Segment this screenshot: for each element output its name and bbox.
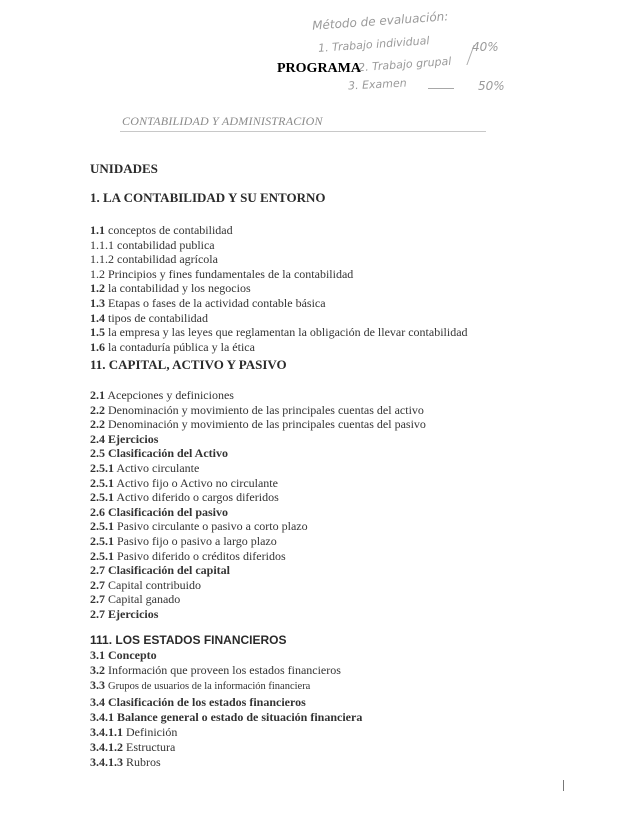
list-item: 3.3 Grupos de usuarios de la información financiera bbox=[90, 678, 311, 693]
unit-1-heading: 1. LA CONTABILIDAD Y SU ENTORNO bbox=[90, 190, 326, 205]
list-item: 2.4 Ejercicios bbox=[90, 431, 159, 446]
list-item: 3.4.1 Balance general o estado de situación financiera bbox=[90, 709, 363, 724]
list-item: 1.1 conceptos de contabilidad bbox=[90, 223, 233, 237]
list-item: 2.5.1 Activo diferido o cargos diferidos bbox=[90, 490, 279, 505]
list-item: 1.3 Etapas o fases de la actividad contable básica bbox=[90, 295, 326, 310]
list-item: 2.7 Capital contribuido bbox=[90, 577, 201, 592]
list-item: 3.1 Concepto bbox=[90, 648, 157, 662]
list-item: 2.5.1 Activo circulante bbox=[90, 460, 200, 475]
handwritten-note-item: 2. Trabajo grupal bbox=[357, 54, 452, 75]
list-item: 1.2 la contabilidad y los negocios bbox=[90, 281, 251, 296]
handwritten-note-item: 1. Trabajo individual bbox=[317, 34, 430, 55]
list-item: 2.5 Clasificación del Activo bbox=[90, 446, 228, 461]
list-item: 2.5.1 Pasivo fijo o pasivo a largo plazo bbox=[90, 533, 277, 548]
handwritten-dash bbox=[428, 88, 454, 89]
unit-3-list bbox=[90, 648, 362, 771]
handwritten-note-item: 3. Examen bbox=[347, 76, 407, 93]
unit-2-list bbox=[90, 388, 426, 622]
header-rule bbox=[120, 131, 486, 132]
list-item: 2.5.1 Pasivo circulante o pasivo a corto plazo bbox=[90, 519, 308, 534]
handwritten-note-weight: 50% bbox=[478, 79, 505, 93]
list-item: 1.2 Principios y fines fundamentales de la contabilidad bbox=[90, 266, 354, 281]
handwritten-note-title: Método de evaluación: bbox=[311, 9, 449, 33]
page-title: PROGRAMA bbox=[277, 61, 361, 76]
scan-mark bbox=[563, 780, 564, 791]
list-item: 1.1.2 contabilidad agrícola bbox=[90, 252, 218, 267]
list-item: 2.5.1 Activo fijo o Activo no circulante bbox=[90, 475, 278, 490]
list-item: 1.5 la empresa y las leyes que reglamentan la obligación de llevar contabilidad bbox=[90, 325, 468, 340]
list-item: 2.5.1 Pasivo diferido o créditos diferidos bbox=[90, 548, 286, 563]
list-item: 1.4 tipos de contabilidad bbox=[90, 310, 208, 325]
list-item: 3.4.1.2 Estructura bbox=[90, 740, 176, 755]
unit-2-heading: 11. CAPITAL, ACTIVO Y PASIVO bbox=[90, 357, 287, 372]
list-item: 2.7 Clasificación del capital bbox=[90, 563, 230, 578]
course-name: CONTABILIDAD Y ADMINISTRACION bbox=[122, 114, 323, 128]
list-item: 2.7 Capital ganado bbox=[90, 592, 181, 607]
unit-1-list bbox=[90, 223, 468, 354]
list-item: 1.1.1 contabilidad publica bbox=[90, 237, 215, 252]
unit-3-heading: 111. LOS ESTADOS FINANCIEROS bbox=[90, 633, 287, 647]
list-item: 2.7 Ejercicios bbox=[90, 606, 159, 621]
list-item: 3.2 Información que proveen los estados financieros bbox=[90, 663, 341, 678]
list-item: 2.2 Denominación y movimiento de las principales cuentas del activo bbox=[90, 402, 424, 417]
list-item: 3.4.1.1 Definición bbox=[90, 725, 178, 740]
list-item: 3.4.1.3 Rubros bbox=[90, 755, 161, 770]
handwritten-note-weight: 40% bbox=[472, 40, 499, 54]
units-title: UNIDADES bbox=[90, 161, 158, 176]
list-item: 2.2 Denominación y movimiento de las principales cuentas del pasivo bbox=[90, 417, 426, 432]
list-item: 2.6 Clasificación del pasivo bbox=[90, 504, 229, 519]
list-item: 1.6 la contaduría pública y la ética bbox=[90, 339, 255, 354]
list-item: 3.4 Clasificación de los estados financieros bbox=[90, 694, 306, 709]
list-item: 2.1 Acepciones y definiciones bbox=[90, 388, 234, 402]
